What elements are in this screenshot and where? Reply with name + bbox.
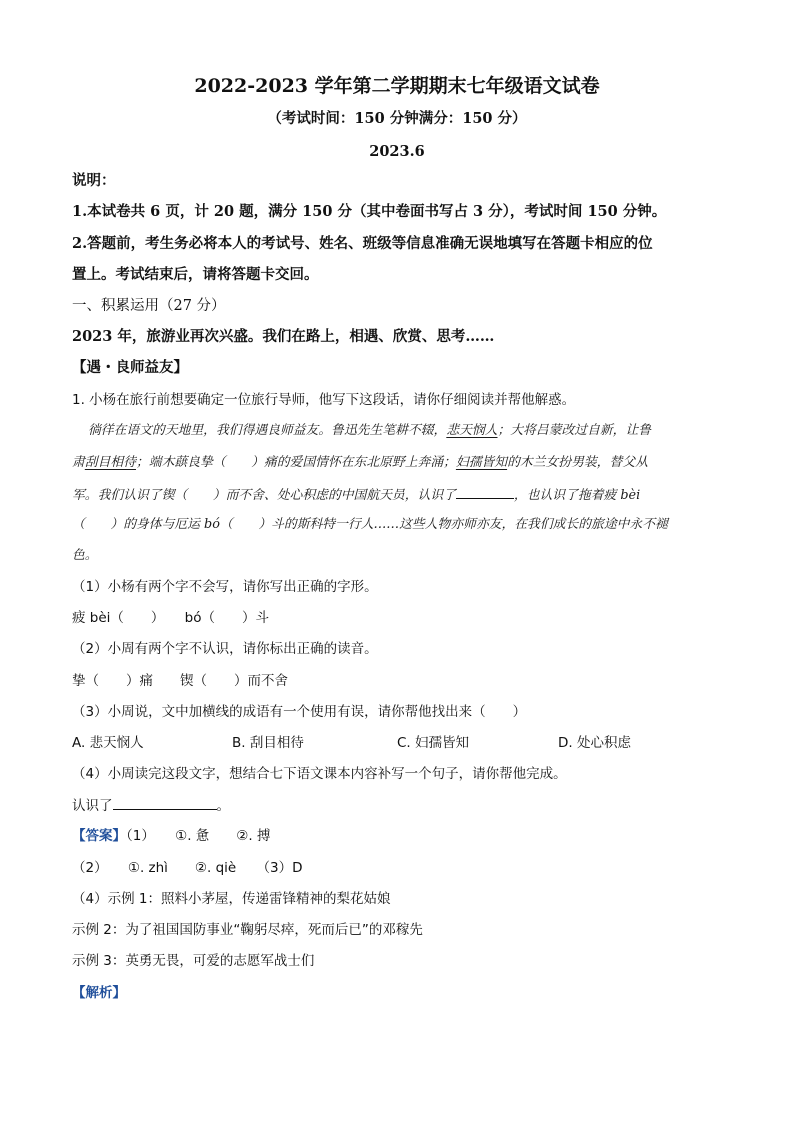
analysis-tag: 【解析】: [72, 985, 126, 1001]
passage-text: 军。我们认识了锲（ ）而不舍、处心积虑的中国航天员，认识了: [72, 488, 456, 503]
option-d[interactable]: D. 处心积虑: [558, 735, 631, 751]
instructions-heading: 说明：: [72, 172, 116, 189]
sub-question-1-answer-line: 疲 bèi（ ） bó（ ）斗: [72, 610, 269, 626]
option-c[interactable]: C. 妇孺皆知: [397, 735, 470, 751]
option-b[interactable]: B. 刮目相待: [232, 735, 304, 751]
passage-line-4: （ ）的身体与厄运 bó（ ）斗的斯科特一行人……这些人物亦师亦友，在我们成长的旅途中永不褪: [72, 517, 668, 532]
exam-subtitle: （考试时间：150 分钟满分：150 分）: [267, 110, 527, 127]
instruction-item-2-line-2: 置上。考试结束后，请将答题卡交回。: [72, 266, 319, 283]
answer-text: （1） ①. 惫 ②. 搏: [126, 828, 271, 844]
passage-text: 徜徉在语文的天地里，我们得遇良师益友。鲁迅先生笔耕不辍，: [88, 423, 447, 438]
passage-text: 的木兰女扮男装，替父从: [507, 455, 648, 470]
sub-question-1: （1）小杨有两个字不会写，请你写出正确的字形。: [72, 579, 378, 595]
passage-text: 肃: [72, 455, 85, 470]
fill-blank[interactable]: [456, 484, 514, 499]
passage-line-2: [72, 453, 648, 473]
fill-blank[interactable]: [113, 795, 217, 810]
answer-prefix: 认识了: [72, 798, 113, 814]
sub-question-3: （3）小周说，文中加横线的成语有一个使用有误，请你帮他找出来（ ）: [72, 704, 527, 720]
passage-line-5: 色。: [72, 548, 98, 563]
underlined-idiom: 悲天悯人: [446, 423, 498, 438]
answer-line-2: （2） ①. zhì ②. qiè （3）D: [72, 860, 303, 876]
exam-title: 2022-2023 学年第二学期期末七年级语文试卷: [194, 75, 600, 97]
answer-line-1: [72, 826, 270, 846]
answer-line-3: （4）示例 1：照料小茅屋，传递雷锋精神的梨花姑娘: [72, 891, 391, 907]
section-heading: 一、积累运用（27 分）: [72, 298, 226, 314]
section-subheading: 【遇・良师益友】: [72, 359, 188, 376]
section-intro: 2023 年，旅游业再次兴盛。我们在路上，相遇、欣赏、思考……: [72, 328, 495, 345]
passage-text: ，也认识了拖着疲 bèi: [513, 488, 641, 503]
passage-line-3: [72, 484, 640, 506]
instruction-item-1: 1.本试卷共 6 页，计 20 题，满分 150 分（其中卷面书写占 3 分），考试时间 150 分钟。: [72, 203, 667, 220]
option-a[interactable]: A. 悲天悯人: [72, 735, 144, 751]
exam-date: 2023.6: [369, 143, 425, 160]
instruction-item-2-line-1: 2.答题前，考生务必将本人的考试号、姓名、班级等信息准确无误地填写在答题卡相应的位: [72, 235, 653, 252]
sub-question-2: （2）小周有两个字不认识，请你标出正确的读音。: [72, 641, 378, 657]
passage-text: ；端木蕻良挚（ ）痛的爱国情怀在东北原野上奔涌；: [135, 455, 456, 470]
answer-tag: 【答案】: [72, 828, 126, 844]
underlined-idiom: 刮目相待: [84, 455, 136, 470]
answer-line-5: 示例 3：英勇无畏，可爱的志愿军战士们: [72, 953, 315, 969]
passage-line-1: [88, 421, 651, 441]
answer-line-4: 示例 2：为了祖国国防事业“鞠躬尽瘁，死而后已”的邓稼先: [72, 922, 423, 938]
underlined-idiom: 妇孺皆知: [455, 455, 508, 470]
question-1-stem: 1. 小杨在旅行前想要确定一位旅行导师，他写下这段话，请你仔细阅读并帮他解惑。: [72, 392, 576, 408]
passage-text: ；大将吕蒙改过自新，让鲁: [497, 423, 652, 438]
analysis-heading: [72, 983, 126, 1003]
sub-question-2-answer-line: 挚（ ）痛 锲（ ）而不舍: [72, 673, 288, 689]
sub-question-4-answer-line: [72, 795, 230, 816]
answer-suffix: 。: [216, 798, 230, 814]
sub-question-4: （4）小周读完这段文字，想结合七下语文课本内容补写一个句子，请你帮他完成。: [72, 766, 567, 782]
